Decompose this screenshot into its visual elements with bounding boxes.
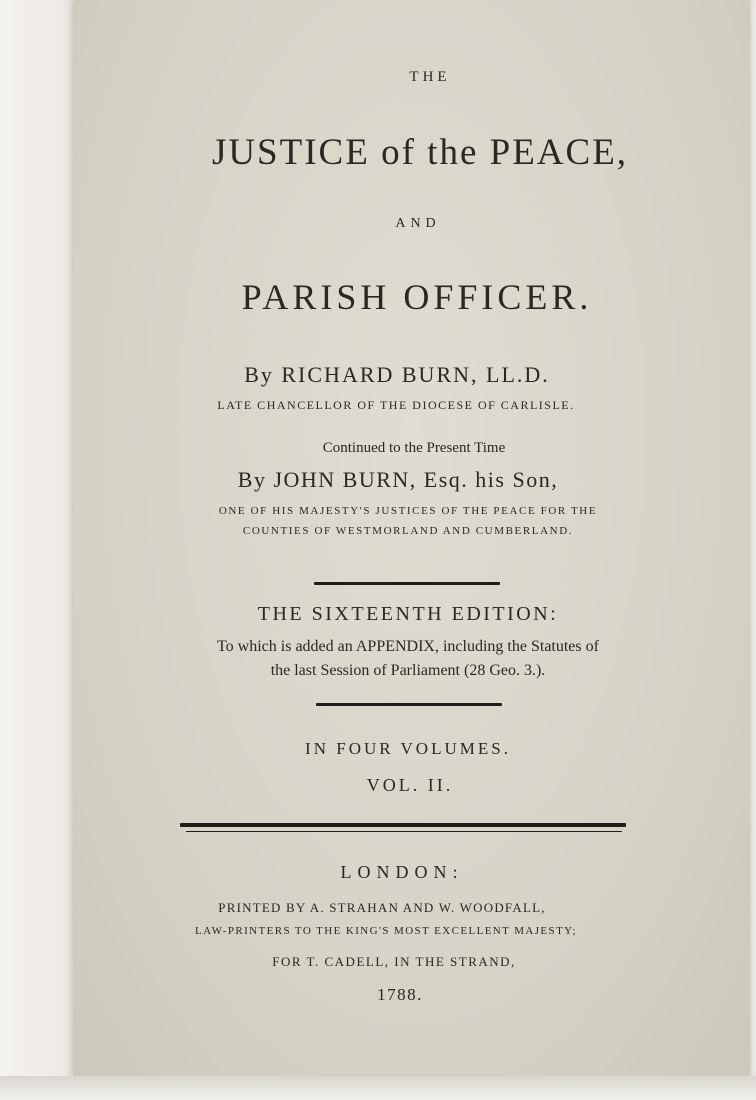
author-line: By RICHARD BURN, LL.D. (244, 362, 550, 387)
divider-rule-2 (316, 703, 502, 706)
divider-rule-double-thin (186, 831, 622, 832)
volumes-line: IN FOUR VOLUMES. (305, 739, 511, 758)
imprint-printer-2: LAW-PRINTERS TO THE KING'S MOST EXCELLENT MAJESTY; (195, 925, 577, 937)
continuer-title-2: COUNTIES OF WESTMORLAND AND CUMBERLAND. (242, 525, 574, 537)
imprint-publisher: FOR T. CADELL, IN THE STRAND, (272, 954, 516, 969)
continuer-title-1: ONE OF HIS MAJESTY'S JUSTICES OF THE PEACE FOR THE (218, 505, 598, 517)
title-line-justice: JUSTICE of the PEACE, (211, 132, 629, 173)
appendix-line-1: To which is added an APPENDIX, including the Statutes of (217, 638, 599, 655)
divider-rule-1 (314, 582, 500, 585)
continued-line: Continued to the Present Time (322, 440, 506, 456)
page-bottom-edge (0, 1076, 756, 1100)
continuer-line: By JOHN BURN, Esq. his Son, (237, 467, 559, 492)
imprint-printer-1: PRINTED BY A. STRAHAN AND W. WOODFALL, (218, 900, 546, 915)
appendix-line-2: the last Session of Parliament (28 Geo. 3.). (270, 662, 546, 679)
title-and: AND (395, 216, 441, 231)
volume-number: VOL. II. (366, 775, 454, 795)
author-title: LATE CHANCELLOR OF THE DIOCESE OF CARLISLE. (217, 398, 575, 412)
title-line-parish-officer: PARISH OFFICER. (241, 277, 593, 317)
edition-line: THE SIXTEENTH EDITION: (257, 603, 559, 625)
imprint-city: LONDON: (340, 862, 464, 882)
imprint-year: 1788. (377, 985, 423, 1004)
divider-rule-double (180, 823, 626, 827)
title-the: THE (409, 69, 451, 85)
